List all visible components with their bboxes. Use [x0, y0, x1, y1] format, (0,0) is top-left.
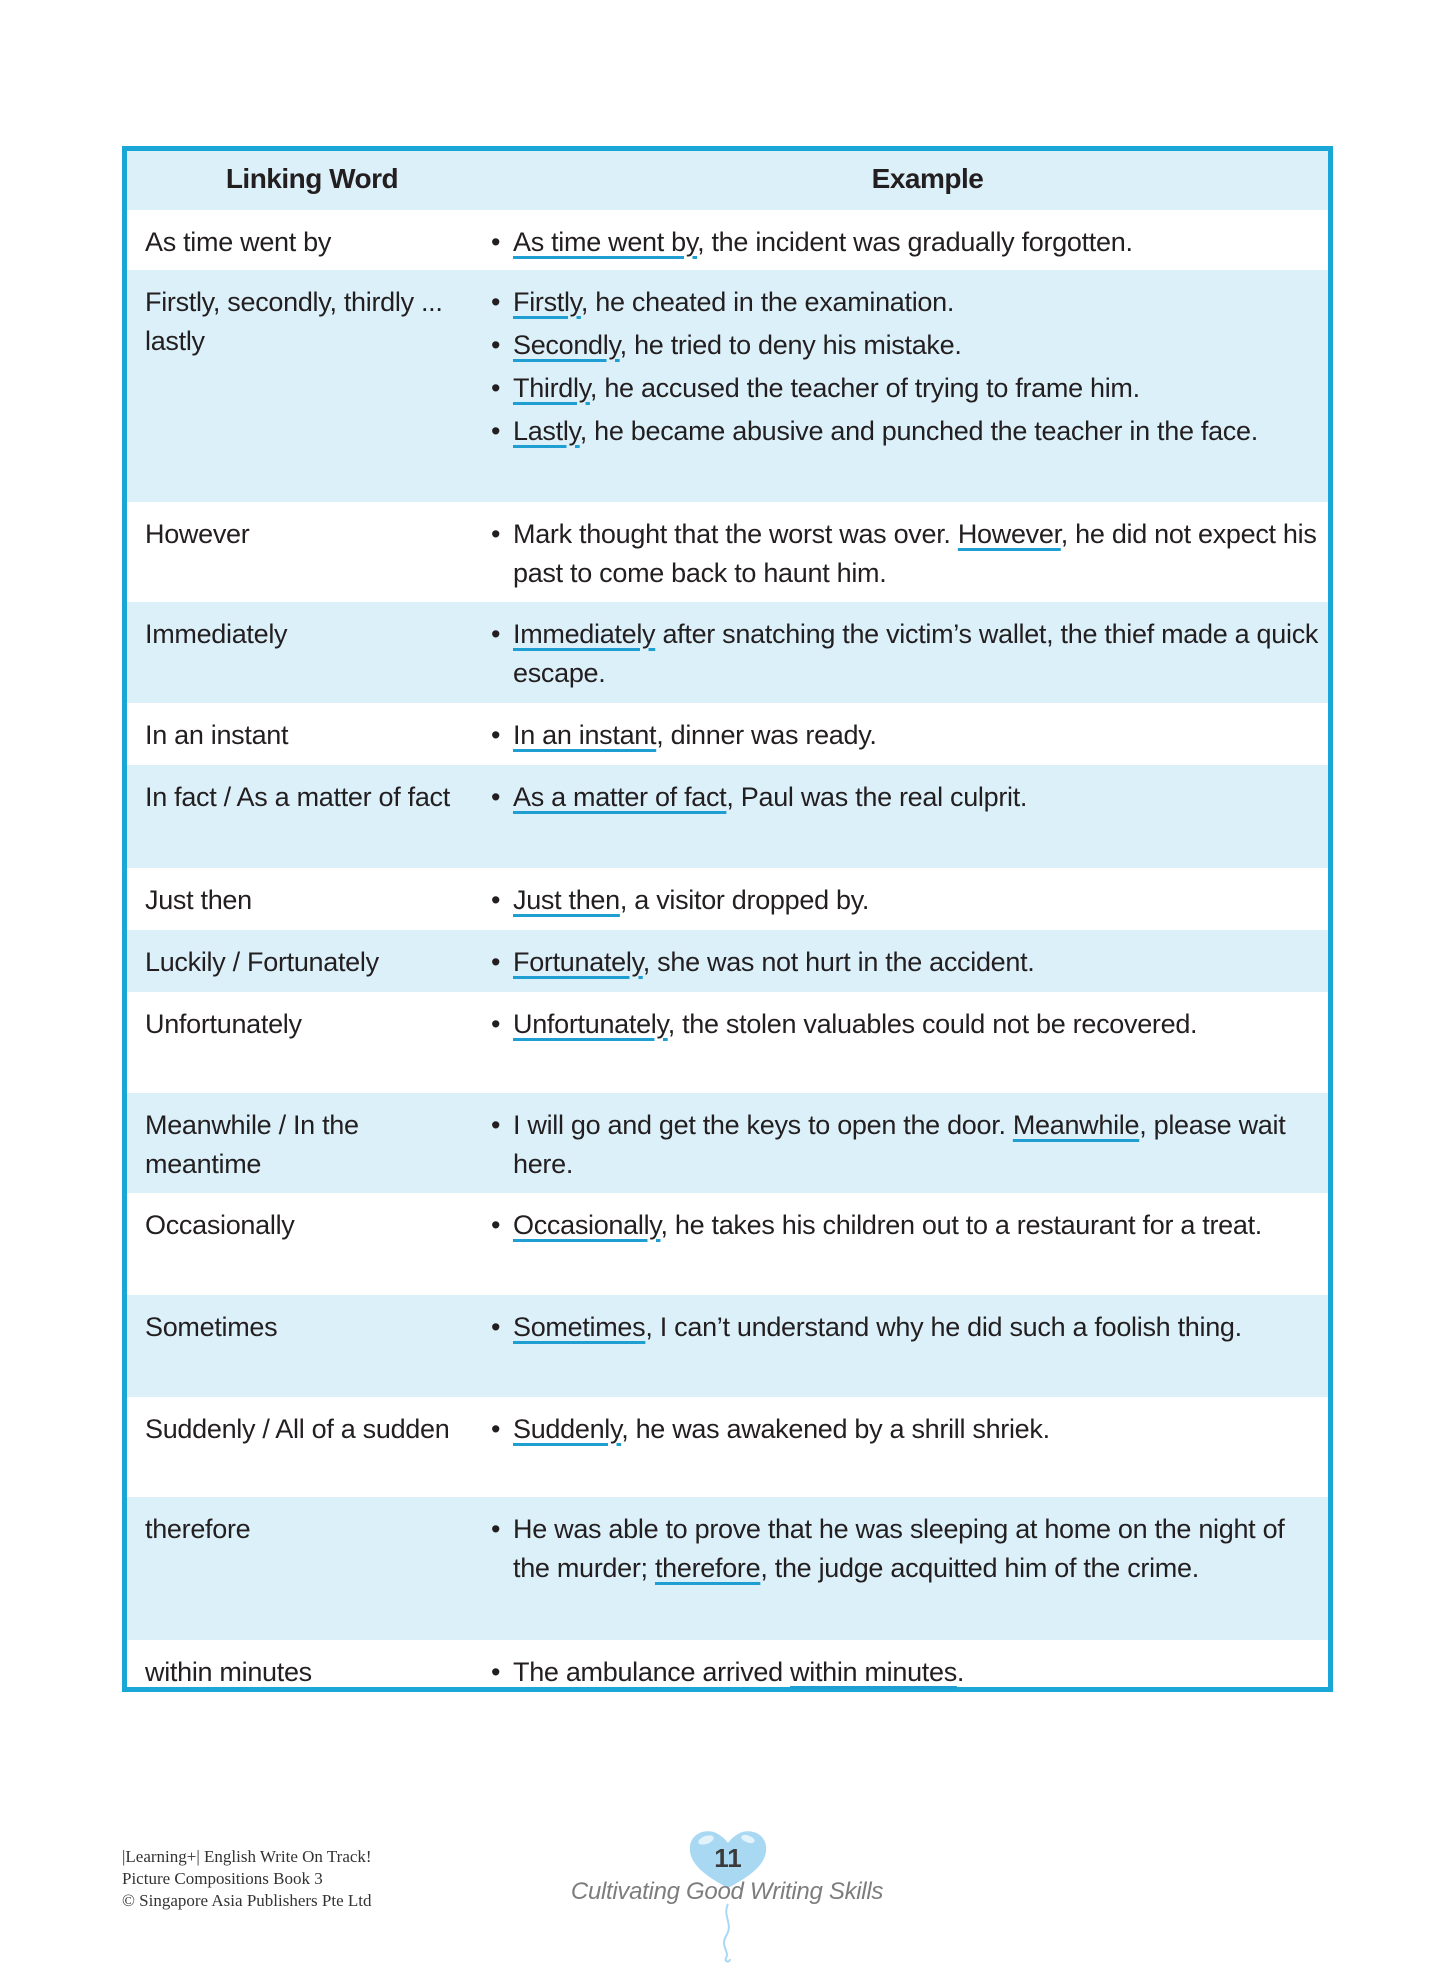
- bullet-icon: •: [491, 1514, 501, 1544]
- underlined-linking-word: As time went by: [513, 227, 698, 257]
- example-text-after: , she was not hurt in the accident.: [642, 947, 1035, 977]
- linking-word: In fact / As a matter of fact: [145, 782, 450, 812]
- bullet-icon: •: [491, 782, 501, 812]
- example-cell: [487, 943, 1322, 986]
- example-text-after: , please wait here.: [513, 1110, 1286, 1179]
- example-text-after: , dinner was ready.: [656, 720, 877, 750]
- underlined-linking-word: therefore: [654, 1553, 761, 1583]
- example-cell: [487, 881, 1322, 924]
- table-row: [127, 502, 1328, 602]
- linking-words-table: [122, 146, 1333, 1692]
- underlined-linking-word: Unfortunately: [513, 1009, 668, 1039]
- bullet-icon: •: [491, 885, 501, 915]
- linking-word: within minutes: [145, 1657, 312, 1687]
- underlined-linking-word: Suddenly: [513, 1414, 622, 1444]
- table-row: [127, 1093, 1328, 1193]
- example-cell: [487, 716, 1322, 759]
- example-cell: [487, 1410, 1322, 1453]
- example-cell: [487, 1206, 1322, 1249]
- bullet-icon: •: [491, 519, 501, 549]
- table-row: [127, 765, 1328, 868]
- table-row: [127, 1193, 1328, 1295]
- table-row: [127, 930, 1328, 992]
- example-sentence: [487, 1106, 1322, 1184]
- linking-word: Sometimes: [145, 1312, 278, 1342]
- table-row: [127, 992, 1328, 1093]
- example-sentence: [487, 515, 1322, 593]
- underlined-linking-word: Firstly: [513, 287, 581, 317]
- bullet-icon: •: [491, 227, 501, 257]
- bullet-icon: •: [491, 619, 501, 649]
- example-sentence: [487, 778, 1322, 817]
- example-sentence: [487, 716, 1322, 755]
- underlined-linking-word: Meanwhile: [1012, 1110, 1140, 1140]
- example-text-after: , the stolen valuables could not be recovered.: [667, 1009, 1198, 1039]
- example-text-after: after snatching the victim’s wallet, the thief made a quick escape.: [513, 619, 1319, 688]
- linking-word: Firstly, secondly, thirdly ... lastly: [145, 287, 443, 356]
- bullet-icon: •: [491, 1009, 501, 1039]
- example-sentence: [487, 369, 1322, 408]
- page-number: 11: [714, 1843, 742, 1873]
- example-cell: [487, 515, 1322, 597]
- table-row: [127, 210, 1328, 270]
- underlined-linking-word: Just then: [513, 885, 620, 915]
- example-sentence: [487, 881, 1322, 920]
- example-text-before: I will go and get the keys to open the door.: [513, 1110, 1013, 1140]
- example-sentence: [487, 1510, 1322, 1588]
- bullet-icon: •: [491, 416, 501, 446]
- linking-word: Just then: [145, 885, 252, 915]
- linking-word: Luckily / Fortunately: [145, 947, 379, 977]
- underlined-linking-word: Immediately: [513, 619, 656, 649]
- underlined-linking-word: Lastly: [513, 416, 580, 446]
- underlined-linking-word: Secondly: [513, 330, 620, 360]
- bullet-icon: •: [491, 1210, 501, 1240]
- linking-word: Suddenly / All of a sudden: [145, 1414, 450, 1444]
- underlined-linking-word: As a matter of fact: [513, 782, 727, 812]
- example-text-after: , he was awakened by a shrill shriek.: [621, 1414, 1050, 1444]
- underlined-linking-word: Occasionally: [513, 1210, 661, 1240]
- linking-word: In an instant: [145, 720, 289, 750]
- example-text-after: , a visitor dropped by.: [619, 885, 870, 915]
- example-cell: [487, 1308, 1322, 1351]
- example-text-after: , he tried to deny his mistake.: [619, 330, 962, 360]
- table-row: [127, 1640, 1328, 1687]
- publisher-line: © Singapore Asia Publishers Pte Ltd: [122, 1891, 372, 1910]
- bullet-icon: •: [491, 947, 501, 977]
- example-cell: [487, 283, 1322, 455]
- example-sentence: [487, 283, 1322, 322]
- table-row: [127, 1497, 1328, 1640]
- table-row: [127, 270, 1328, 502]
- example-sentence: [487, 412, 1322, 451]
- bullet-icon: •: [491, 720, 501, 750]
- example-cell: [487, 1653, 1322, 1696]
- bullet-icon: •: [491, 330, 501, 360]
- example-sentence: [487, 1308, 1322, 1347]
- bullet-icon: •: [491, 373, 501, 403]
- publisher-info: [122, 1846, 372, 1912]
- example-text-after: , he takes his children out to a restaurant for a treat.: [660, 1210, 1263, 1240]
- table-row: [127, 1295, 1328, 1397]
- linking-word: therefore: [145, 1514, 251, 1544]
- example-sentence: [487, 326, 1322, 365]
- example-sentence: [487, 223, 1322, 262]
- example-text-after: , he cheated in the examination.: [580, 287, 955, 317]
- example-sentence: [487, 1005, 1322, 1044]
- publisher-line: |Learning+| English Write On Track!: [122, 1847, 372, 1866]
- table-row: [127, 1397, 1328, 1497]
- underlined-linking-word: Sometimes: [513, 1312, 646, 1342]
- linking-word: Immediately: [145, 619, 288, 649]
- linking-word: However: [145, 519, 250, 549]
- example-text-after: , he accused the teacher of trying to frame him.: [589, 373, 1140, 403]
- example-text-after: , he did not expect his past to come back to haunt him.: [513, 519, 1317, 588]
- column-header-linking-word: Linking Word: [225, 163, 399, 194]
- underlined-linking-word: In an instant: [513, 720, 657, 750]
- example-cell: [487, 1106, 1322, 1188]
- example-cell: [487, 615, 1322, 697]
- example-sentence: [487, 943, 1322, 982]
- example-sentence: [487, 1206, 1322, 1245]
- example-cell: [487, 1510, 1322, 1592]
- example-text-before: Mark thought that the worst was over.: [513, 519, 958, 549]
- bullet-icon: •: [491, 1312, 501, 1342]
- column-header-example: Example: [871, 163, 984, 194]
- example-text-after: , the judge acquitted him of the crime.: [760, 1553, 1199, 1583]
- linking-word: As time went by: [145, 227, 332, 257]
- example-sentence: [487, 615, 1322, 693]
- example-cell: [487, 778, 1322, 821]
- linking-word: Meanwhile / In the meantime: [145, 1110, 359, 1179]
- example-text-after: , I can’t understand why he did such a foolish thing.: [645, 1312, 1242, 1342]
- example-text-before: He was able to prove that he was sleeping at home on the night of the murder;: [513, 1514, 1285, 1583]
- example-text-after: .: [956, 1657, 965, 1687]
- underlined-linking-word: However: [957, 519, 1061, 549]
- bullet-icon: •: [491, 1657, 501, 1687]
- underlined-linking-word: Fortunately: [513, 947, 643, 977]
- example-text-after: , the incident was gradually forgotten.: [697, 227, 1133, 257]
- example-sentence: [487, 1410, 1322, 1449]
- linking-word: Unfortunately: [145, 1009, 302, 1039]
- table-row: [127, 703, 1328, 765]
- table-row: [127, 868, 1328, 930]
- underlined-linking-word: within minutes: [790, 1657, 957, 1687]
- linking-word: Occasionally: [145, 1210, 295, 1240]
- publisher-line: Picture Compositions Book 3: [122, 1869, 323, 1888]
- underlined-linking-word: Thirdly: [513, 373, 590, 403]
- example-text-after: , Paul was the real culprit.: [726, 782, 1028, 812]
- book-tagline: Cultivating Good Writing Skills: [570, 1878, 884, 1905]
- bullet-icon: •: [491, 1414, 501, 1444]
- example-text-after: , he became abusive and punched the teacher in the face.: [579, 416, 1258, 446]
- example-sentence: [487, 1653, 1322, 1692]
- example-cell: [487, 223, 1322, 266]
- example-cell: [487, 1005, 1322, 1048]
- example-text-before: The ambulance arrived: [513, 1657, 791, 1687]
- table-row: [127, 602, 1328, 703]
- bullet-icon: •: [491, 287, 501, 317]
- bullet-icon: •: [491, 1110, 501, 1140]
- table-header-row: [127, 151, 1328, 210]
